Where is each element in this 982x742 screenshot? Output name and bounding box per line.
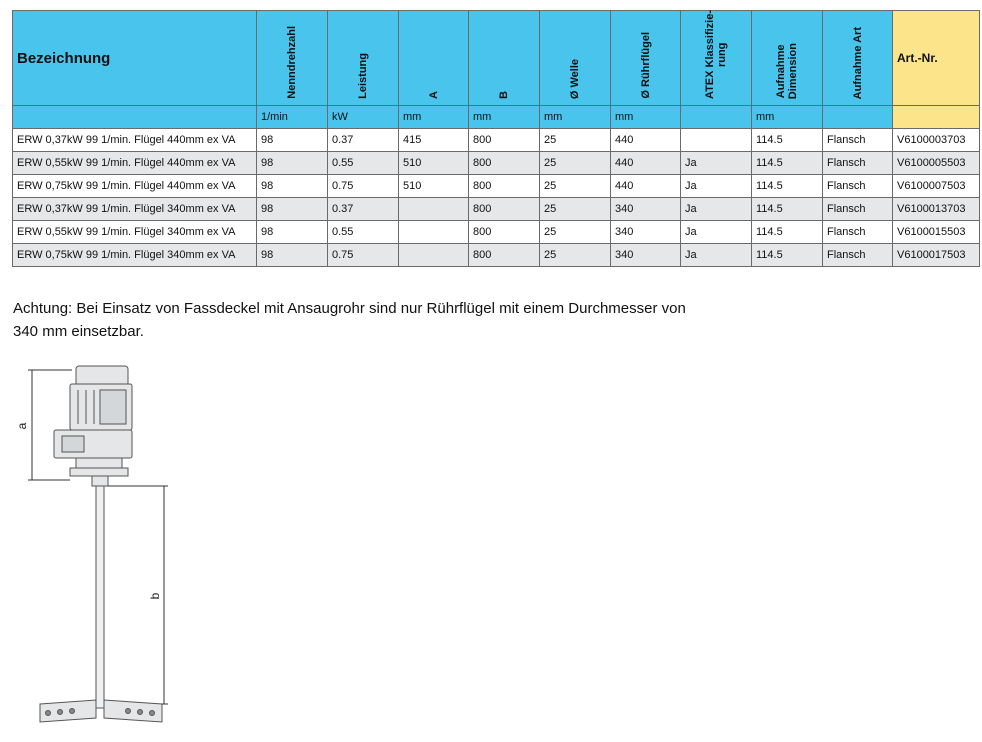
cell-a [399, 244, 469, 267]
cell-bezeichnung: ERW 0,55kW 99 1/min. Flügel 440mm ex VA [13, 152, 257, 175]
cell-nenndrehzahl: 98 [257, 198, 328, 221]
cell-a [399, 221, 469, 244]
header-ruehrfluegel: Ø Rührflügel [611, 11, 681, 106]
table-row [13, 198, 980, 221]
header-b: B [469, 11, 540, 106]
cell-welle: 25 [540, 152, 611, 175]
unit-art-nr [893, 106, 980, 129]
cell-a: 415 [399, 129, 469, 152]
cell-ruehrfluegel: 340 [611, 244, 681, 267]
unit-aufnahme-dimension: mm [752, 106, 823, 129]
cell-aufnahme-art: Flansch [823, 198, 893, 221]
cell-welle: 25 [540, 129, 611, 152]
cell-aufnahme-art: Flansch [823, 152, 893, 175]
cell-b: 800 [469, 152, 540, 175]
cell-leistung: 0.37 [328, 198, 399, 221]
cell-bezeichnung: ERW 0,75kW 99 1/min. Flügel 340mm ex VA [13, 244, 257, 267]
cell-leistung: 0.75 [328, 244, 399, 267]
cell-atex: Ja [681, 244, 752, 267]
table-row [13, 244, 980, 267]
table-row [13, 221, 980, 244]
cell-ruehrfluegel: 440 [611, 152, 681, 175]
unit-bezeichnung [13, 106, 257, 129]
cell-ruehrfluegel: 340 [611, 221, 681, 244]
cell-nenndrehzahl: 98 [257, 152, 328, 175]
cell-a [399, 198, 469, 221]
cell-art-nr: V6100015503 [893, 221, 980, 244]
cell-bezeichnung: ERW 0,55kW 99 1/min. Flügel 340mm ex VA [13, 221, 257, 244]
header-a: A [399, 11, 469, 106]
cell-ruehrfluegel: 440 [611, 175, 681, 198]
cell-aufnahme-art: Flansch [823, 129, 893, 152]
cell-art-nr: V6100005503 [893, 152, 980, 175]
header-leistung: Leistung [328, 11, 399, 106]
cell-welle: 25 [540, 175, 611, 198]
cell-welle: 25 [540, 221, 611, 244]
cell-atex [681, 129, 752, 152]
cell-atex: Ja [681, 152, 752, 175]
cell-art-nr: V6100017503 [893, 244, 980, 267]
cell-aufnahme-dimension: 114.5 [752, 129, 823, 152]
cell-art-nr: V6100013703 [893, 198, 980, 221]
header-atex: ATEX Klassifizie- rung [681, 11, 752, 106]
cell-welle: 25 [540, 198, 611, 221]
cell-nenndrehzahl: 98 [257, 175, 328, 198]
dimension-b-label: b [148, 592, 162, 600]
cell-welle: 25 [540, 244, 611, 267]
header-row [13, 11, 980, 106]
product-table [12, 10, 980, 267]
cell-ruehrfluegel: 340 [611, 198, 681, 221]
table-row [13, 175, 980, 198]
header-aufnahme-dimension: Aufnahme Dimension [752, 11, 823, 106]
header-nenndrehzahl: Nenndrehzahl [257, 11, 328, 106]
cell-art-nr: V6100003703 [893, 129, 980, 152]
table-row [13, 129, 980, 152]
cell-leistung: 0.55 [328, 152, 399, 175]
cell-b: 800 [469, 221, 540, 244]
table-row [13, 152, 980, 175]
cell-atex: Ja [681, 198, 752, 221]
cell-aufnahme-dimension: 114.5 [752, 221, 823, 244]
cell-b: 800 [469, 244, 540, 267]
units-row [13, 106, 980, 129]
cell-ruehrfluegel: 440 [611, 129, 681, 152]
flange [76, 458, 122, 468]
cell-aufnahme-art: Flansch [823, 244, 893, 267]
cell-nenndrehzahl: 98 [257, 221, 328, 244]
unit-aufnahme-art [823, 106, 893, 129]
cell-a: 510 [399, 152, 469, 175]
cell-b: 800 [469, 129, 540, 152]
unit-atex [681, 106, 752, 129]
cell-b: 800 [469, 198, 540, 221]
header-art-nr: Art.-Nr. [893, 11, 980, 106]
header-aufnahme-art: Aufnahme Art [823, 11, 893, 106]
header-welle: Ø Welle [540, 11, 611, 106]
cell-aufnahme-art: Flansch [823, 175, 893, 198]
cell-nenndrehzahl: 98 [257, 129, 328, 152]
agitator-drawing [12, 360, 192, 738]
cell-b: 800 [469, 175, 540, 198]
unit-welle: mm [540, 106, 611, 129]
dimension-a-label: a [15, 422, 29, 430]
cell-art-nr: V6100007503 [893, 175, 980, 198]
motor-top [76, 366, 128, 386]
unit-leistung: kW [328, 106, 399, 129]
cell-leistung: 0.37 [328, 129, 399, 152]
cell-bezeichnung: ERW 0,37kW 99 1/min. Flügel 440mm ex VA [13, 129, 257, 152]
cell-aufnahme-dimension: 114.5 [752, 152, 823, 175]
unit-b: mm [469, 106, 540, 129]
cell-bezeichnung: ERW 0,75kW 99 1/min. Flügel 440mm ex VA [13, 175, 257, 198]
note-text: Achtung: Bei Einsatz von Fassdeckel mit Ansaugrohr sind nur Rührflügel mit einem Durchmesser von 340 mm einsetzbar. [13, 300, 686, 340]
cell-atex: Ja [681, 175, 752, 198]
product-table-wrapper [12, 10, 980, 267]
cell-a: 510 [399, 175, 469, 198]
cell-aufnahme-dimension: 114.5 [752, 244, 823, 267]
shaft [96, 486, 104, 708]
cell-nenndrehzahl: 98 [257, 244, 328, 267]
cell-atex: Ja [681, 221, 752, 244]
unit-nenndrehzahl: 1/min [257, 106, 328, 129]
unit-a: mm [399, 106, 469, 129]
cell-bezeichnung: ERW 0,37kW 99 1/min. Flügel 340mm ex VA [13, 198, 257, 221]
cell-leistung: 0.75 [328, 175, 399, 198]
cell-aufnahme-dimension: 114.5 [752, 175, 823, 198]
cell-aufnahme-dimension: 114.5 [752, 198, 823, 221]
header-bezeichnung: Bezeichnung [13, 11, 257, 106]
unit-ruehrfluegel: mm [611, 106, 681, 129]
cell-leistung: 0.55 [328, 221, 399, 244]
cell-aufnahme-art: Flansch [823, 221, 893, 244]
